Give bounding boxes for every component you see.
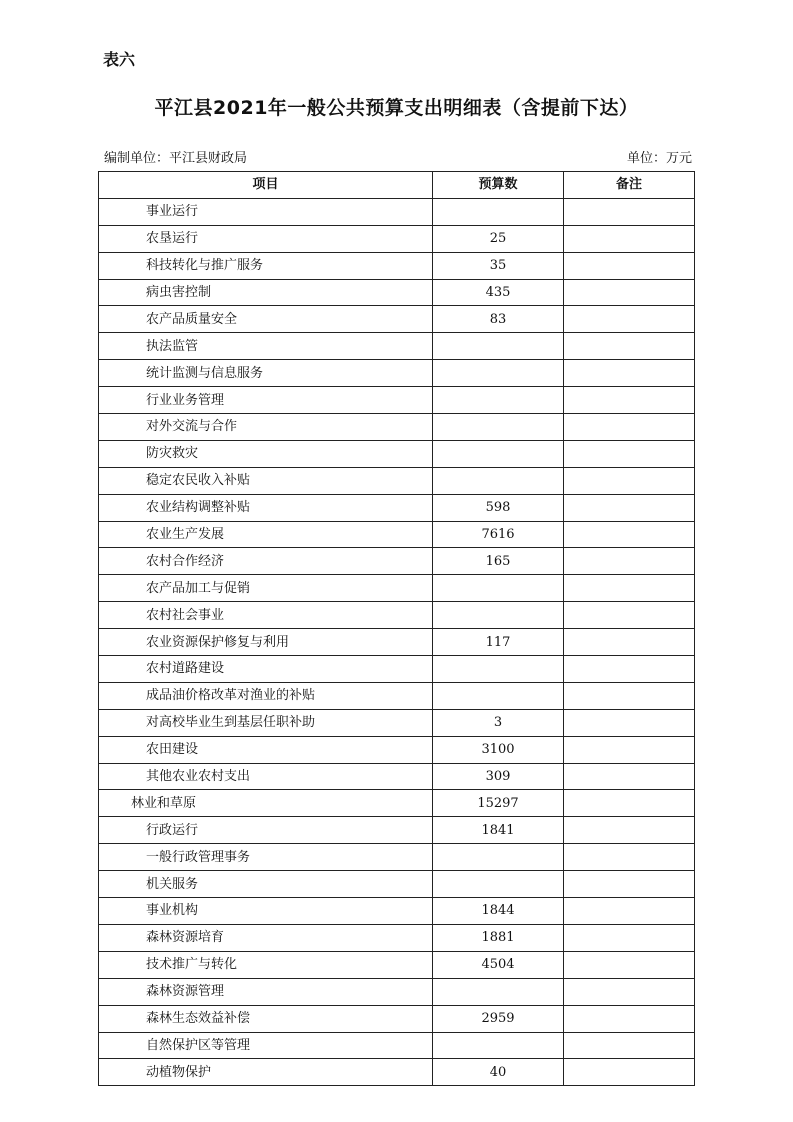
remark-cell [564,225,695,252]
remark-cell [564,494,695,521]
budget-amount-cell [433,602,564,629]
budget-amount-cell: 1841 [433,817,564,844]
item-name-cell: 病虫害控制 [99,279,433,306]
table-row [99,333,695,360]
remark-cell [564,548,695,575]
budget-amount-cell: 7616 [433,521,564,548]
budget-amount-cell: 117 [433,629,564,656]
remark-cell [564,844,695,871]
item-name-cell: 农业生产发展 [99,521,433,548]
budget-amount-cell: 25 [433,225,564,252]
table-row [99,575,695,602]
compiling-unit-label: 编制单位：平江县财政局 [104,151,248,166]
item-name-cell: 农业资源保护修复与利用 [99,629,433,656]
budget-amount-cell [433,198,564,225]
remark-cell [564,951,695,978]
remark-cell [564,252,695,279]
table-row [99,817,695,844]
item-name-cell: 对高校毕业生到基层任职补助 [99,709,433,736]
table-row [99,978,695,1005]
item-name-cell: 自然保护区等管理 [99,1032,433,1059]
item-name-cell: 一般行政管理事务 [99,844,433,871]
item-name-cell: 成品油价格改革对渔业的补贴 [99,682,433,709]
remark-cell [564,871,695,898]
table-row [99,871,695,898]
table-row [99,656,695,683]
table-row [99,1059,695,1086]
budget-amount-cell [433,333,564,360]
item-name-cell: 森林生态效益补偿 [99,1005,433,1032]
remark-cell [564,387,695,414]
budget-amount-cell: 83 [433,306,564,333]
budget-amount-cell: 309 [433,763,564,790]
budget-amount-cell [433,656,564,683]
remark-cell [564,198,695,225]
remark-cell [564,763,695,790]
budget-amount-cell: 15297 [433,790,564,817]
budget-amount-cell [433,387,564,414]
item-name-cell: 统计监测与信息服务 [99,360,433,387]
budget-amount-cell: 40 [433,1059,564,1086]
remark-cell [564,736,695,763]
budget-amount-cell: 435 [433,279,564,306]
remark-cell [564,898,695,925]
remark-cell [564,790,695,817]
remark-cell [564,978,695,1005]
budget-amount-cell [433,414,564,441]
item-name-cell: 稳定农民收入补贴 [99,467,433,494]
budget-amount-cell: 3 [433,709,564,736]
item-name-cell: 森林资源管理 [99,978,433,1005]
budget-amount-cell [433,1032,564,1059]
column-header-item: 项目 [99,172,433,199]
remark-cell [564,1005,695,1032]
table-row [99,1032,695,1059]
document-title: 平江县2021年一般公共预算支出明细表（含提前下达） [154,97,639,119]
table-row [99,951,695,978]
budget-amount-cell: 1844 [433,898,564,925]
remark-cell [564,656,695,683]
remark-cell [564,1032,695,1059]
budget-table [98,171,695,1086]
item-name-cell: 农产品质量安全 [99,306,433,333]
budget-amount-cell [433,467,564,494]
table-row [99,467,695,494]
budget-amount-cell: 1881 [433,924,564,951]
table-row [99,521,695,548]
item-name-cell: 行政运行 [99,817,433,844]
table-row [99,198,695,225]
remark-cell [564,414,695,441]
table-row [99,440,695,467]
item-name-cell: 农村合作经济 [99,548,433,575]
item-name-cell: 农村道路建设 [99,656,433,683]
remark-cell [564,602,695,629]
item-name-cell: 农产品加工与促销 [99,575,433,602]
table-row [99,279,695,306]
item-name-cell: 农垦运行 [99,225,433,252]
table-row [99,709,695,736]
remark-cell [564,629,695,656]
table-row [99,736,695,763]
remark-cell [564,924,695,951]
budget-amount-cell: 598 [433,494,564,521]
item-name-cell: 行业业务管理 [99,387,433,414]
table-row [99,306,695,333]
budget-amount-cell: 4504 [433,951,564,978]
column-header-amount: 预算数 [433,172,564,199]
remark-cell [564,709,695,736]
remark-cell [564,682,695,709]
item-name-cell: 事业机构 [99,898,433,925]
item-name-cell: 农业结构调整补贴 [99,494,433,521]
budget-amount-cell [433,440,564,467]
item-name-cell: 技术推广与转化 [99,951,433,978]
item-name-cell: 机关服务 [99,871,433,898]
table-row [99,225,695,252]
table-row [99,387,695,414]
item-name-cell: 其他农业农村支出 [99,763,433,790]
table-body [99,198,695,1085]
item-name-cell: 动植物保护 [99,1059,433,1086]
table-row [99,494,695,521]
table-header-row [99,172,695,199]
remark-cell [564,467,695,494]
budget-amount-cell [433,575,564,602]
item-name-cell: 森林资源培育 [99,924,433,951]
remark-cell [564,306,695,333]
table-row [99,548,695,575]
remark-cell [564,521,695,548]
table-row [99,414,695,441]
table-row [99,790,695,817]
remark-cell [564,360,695,387]
item-name-cell: 执法监管 [99,333,433,360]
remark-cell [564,440,695,467]
table-row [99,844,695,871]
budget-amount-cell: 165 [433,548,564,575]
item-name-cell: 事业运行 [99,198,433,225]
item-name-cell: 林业和草原 [99,790,433,817]
table-row [99,898,695,925]
budget-amount-cell [433,682,564,709]
budget-amount-cell [433,871,564,898]
item-name-cell: 农田建设 [99,736,433,763]
budget-amount-cell: 2959 [433,1005,564,1032]
column-header-remark: 备注 [564,172,695,199]
table-row [99,682,695,709]
table-row [99,602,695,629]
table-row [99,629,695,656]
item-name-cell: 防灾救灾 [99,440,433,467]
currency-unit-label: 单位：万元 [626,151,692,166]
remark-cell [564,333,695,360]
remark-cell [564,1059,695,1086]
table-row [99,763,695,790]
table-number-label: 表六 [103,50,136,69]
table-row [99,360,695,387]
item-name-cell: 农村社会事业 [99,602,433,629]
remark-cell [564,817,695,844]
budget-amount-cell: 3100 [433,736,564,763]
budget-amount-cell [433,360,564,387]
remark-cell [564,279,695,306]
item-name-cell: 科技转化与推广服务 [99,252,433,279]
budget-amount-cell [433,844,564,871]
remark-cell [564,575,695,602]
budget-amount-cell: 35 [433,252,564,279]
budget-amount-cell [433,978,564,1005]
item-name-cell: 对外交流与合作 [99,414,433,441]
table-row [99,1005,695,1032]
table-row [99,924,695,951]
table-row [99,252,695,279]
